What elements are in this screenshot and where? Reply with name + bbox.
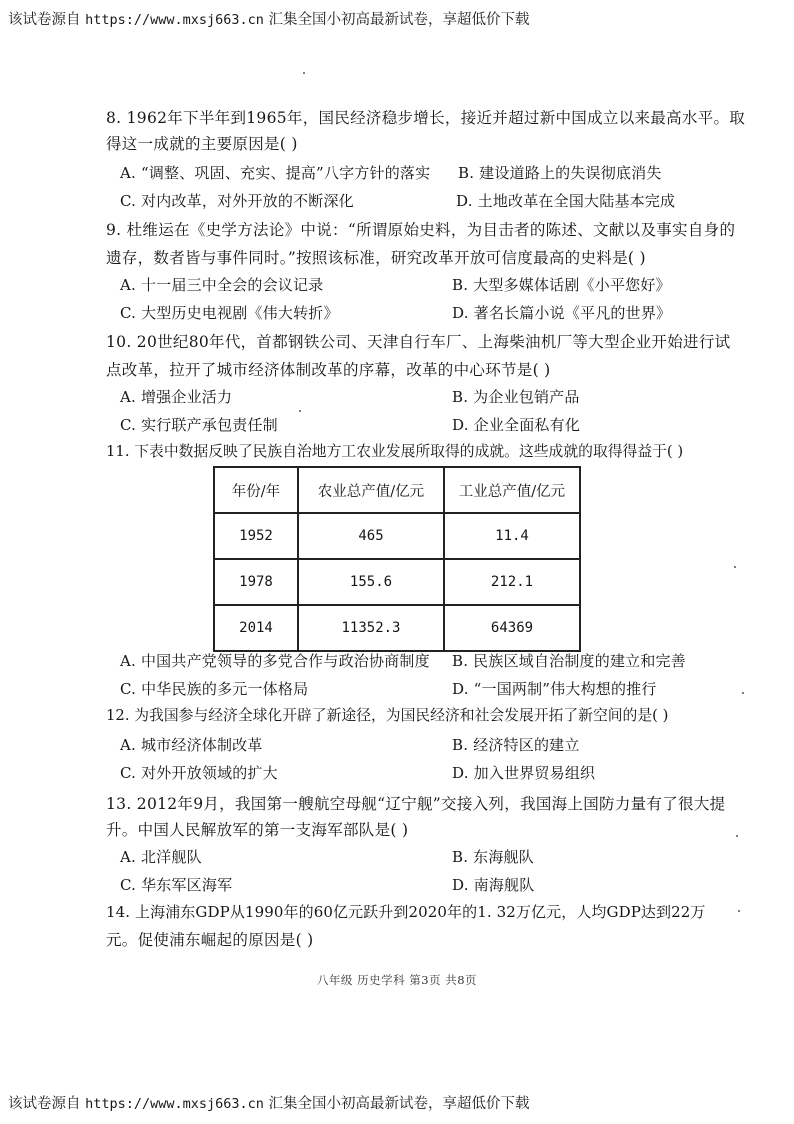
question-12-option-b[interactable]: B. 经济特区的建立 (452, 736, 580, 754)
scan-speck (742, 692, 744, 694)
question-13-stem-line-1: 13. 2012年9月，我国第一艘航空母舰“辽宁舰”交接入列，我国海上国防力量有了很大提 (106, 795, 726, 813)
question-11-option-a[interactable]: A. 中国共产党领导的多党合作与政治协商制度 (120, 652, 430, 670)
scan-speck (303, 72, 305, 74)
question-12-stem-line-1: 12. 为我国参与经济全球化开辟了新途径，为国民经济和社会发展开拓了新空间的是( ) (106, 707, 669, 724)
table-cell-industry: 64369 (444, 605, 580, 651)
scan-speck (734, 566, 736, 568)
banner-url[interactable]: https://www.mxsj663.cn (85, 1096, 264, 1112)
table-header-industry: 工业总产值/亿元 (444, 467, 580, 513)
question-10-option-a[interactable]: A. 增强企业活力 (120, 388, 233, 406)
question-8-option-b[interactable]: B. 建设道路上的失误彻底消失 (458, 164, 662, 182)
scan-speck (736, 835, 738, 837)
question-11-option-b[interactable]: B. 民族区域自治制度的建立和完善 (452, 652, 686, 670)
banner-suffix: 汇集全国小初高最新试卷，享超低价下载 (268, 12, 530, 28)
question-10-option-d[interactable]: D. 企业全面私有化 (452, 416, 581, 434)
table-cell-agriculture: 155.6 (298, 559, 444, 605)
scan-speck (299, 410, 301, 412)
question-10-stem-line-2: 点改革，拉开了城市经济体制改革的序幕，改革的中心环节是( ) (106, 361, 551, 379)
table-cell-year: 1952 (214, 513, 298, 559)
table-cell-year: 2014 (214, 605, 298, 651)
question-11-option-d[interactable]: D. “一国两制”伟大构想的推行 (452, 680, 657, 698)
question-13-stem-line-2: 升。中国人民解放军的第一支海军部队是( ) (106, 821, 409, 839)
question-12-option-a[interactable]: A. 城市经济体制改革 (120, 736, 263, 754)
table-cell-industry: 11.4 (444, 513, 580, 559)
source-banner-top (8, 8, 794, 32)
source-banner-bottom (8, 1092, 794, 1116)
question-9-option-b[interactable]: B. 大型多媒体话剧《小平您好》 (452, 276, 671, 294)
scan-speck (738, 910, 740, 912)
question-14-stem-line-1: 14. 上海浦东GDP从1990年的60亿元跃升到2020年的1. 32万亿元，人均GDP达到22万 (106, 903, 706, 921)
question-9-stem-line-2: 遗存，数者皆与事件同时。”按照该标准，研究改革开放可信度最高的史料是( ) (106, 249, 646, 267)
table-row (214, 513, 580, 559)
question-8-option-a[interactable]: A. “调整、巩固、充实、提高”八字方针的落实 (120, 164, 431, 182)
question-11-option-c[interactable]: C. 中华民族的多元一体格局 (120, 680, 309, 698)
question-9-option-d[interactable]: D. 著名长篇小说《平凡的世界》 (452, 304, 672, 322)
question-8-stem-line-2: 得这一成就的主要原因是( ) (106, 135, 298, 153)
table-header-row (214, 467, 580, 513)
table-header-year: 年份/年 (214, 467, 298, 513)
question-8-option-c[interactable]: C. 对内改革，对外开放的不断深化 (120, 192, 354, 210)
banner-prefix: 该试卷源自 (8, 12, 81, 28)
question-14-stem-line-2: 元。促使浦东崛起的原因是( ) (106, 931, 314, 949)
table-cell-industry: 212.1 (444, 559, 580, 605)
question-13-option-c[interactable]: C. 华东军区海军 (120, 876, 233, 894)
question-13-option-b[interactable]: B. 东海舰队 (452, 848, 534, 866)
question-9-option-c[interactable]: C. 大型历史电视剧《伟大转折》 (120, 304, 339, 322)
question-10-stem-line-1: 10. 20世纪80年代，首都钢铁公司、天津自行车厂、上海柴油机厂等大型企业开始进行试 (106, 333, 731, 351)
question-10-option-c[interactable]: C. 实行联产承包责任制 (120, 416, 278, 434)
question-8-stem-line-1: 8. 1962年下半年到1965年，国民经济稳步增长，接近并超过新中国成立以来最高水平。取 (106, 109, 746, 127)
question-13-option-d[interactable]: D. 南海舰队 (452, 876, 535, 894)
table-cell-year: 1978 (214, 559, 298, 605)
question-9-stem-line-1: 9. 杜维运在《史学方法论》中说：“所谓原始史料，为目击者的陈述、文献以及事实自身的 (106, 221, 736, 239)
banner-prefix: 该试卷源自 (8, 1096, 81, 1112)
table-cell-agriculture: 11352.3 (298, 605, 444, 651)
production-value-table (213, 466, 581, 652)
table-cell-agriculture: 465 (298, 513, 444, 559)
banner-suffix: 汇集全国小初高最新试卷，享超低价下载 (268, 1096, 530, 1112)
question-11-stem-line-1: 11. 下表中数据反映了民族自治地方工农业发展所取得的成就。这些成就的取得得益于( ) (106, 443, 684, 460)
question-9-option-a[interactable]: A. 十一届三中全会的会议记录 (120, 276, 324, 294)
banner-url[interactable]: https://www.mxsj663.cn (85, 12, 264, 28)
table-row (214, 605, 580, 651)
question-12-option-d[interactable]: D. 加入世界贸易组织 (452, 764, 596, 782)
page-footer: 八年级 历史学科 第3页 共8页 (316, 973, 478, 987)
question-12-option-c[interactable]: C. 对外开放领域的扩大 (120, 764, 278, 782)
question-8-option-d[interactable]: D. 土地改革在全国大陆基本完成 (456, 192, 676, 210)
table-row (214, 559, 580, 605)
question-13-option-a[interactable]: A. 北洋舰队 (120, 848, 202, 866)
question-10-option-b[interactable]: B. 为企业包销产品 (452, 388, 580, 406)
table-header-agriculture: 农业总产值/亿元 (298, 467, 444, 513)
